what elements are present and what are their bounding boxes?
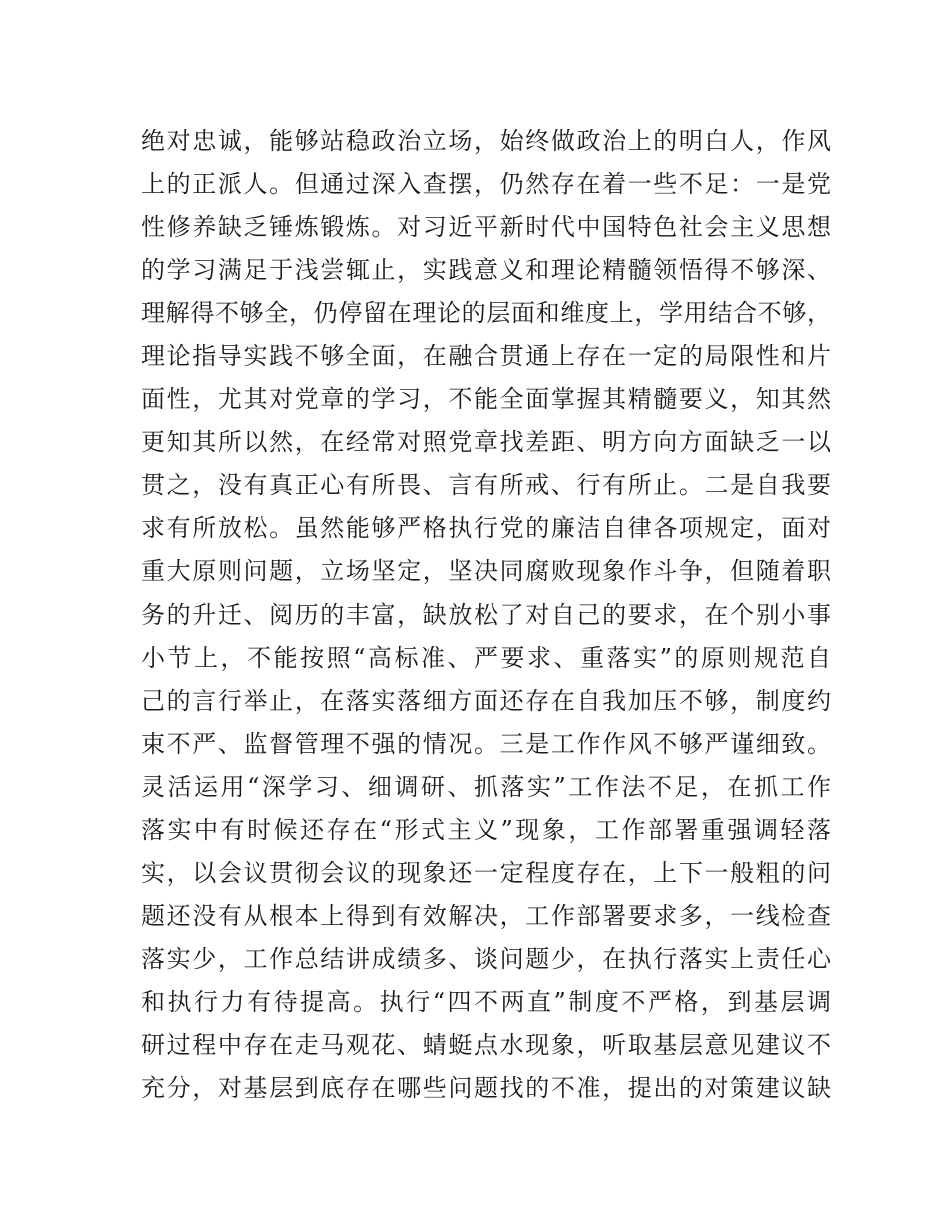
text-line: 灵活运用“深学习、细调研、抓落实”工作法不足，在抓工作	[141, 772, 831, 801]
text-line: 更知其所以然，在经常对照党章找差距、明方向方面缺乏一以	[141, 428, 831, 457]
text-line: 小节上，不能按照“高标准、严要求、重落实”的原则规范自	[141, 643, 831, 672]
text-line: 务的升迁、阅历的丰富，缺放松了对自己的要求，在个别小事	[141, 600, 831, 629]
text-line: 求有所放松。虽然能够严格执行党的廉洁自律各项规定，面对	[141, 514, 831, 543]
text-line: 贯之，没有真正心有所畏、言有所戒、行有所止。二是自我要	[141, 471, 831, 500]
text-line: 面性，尤其对党章的学习，不能全面掌握其精髓要义，知其然	[141, 385, 831, 414]
text-line: 的学习满足于浅尝辄止，实践意义和理论精髓领悟得不够深、	[141, 256, 831, 285]
text-line: 绝对忠诚，能够站稳政治立场，始终做政治上的明白人，作风	[141, 127, 831, 155]
text-line: 和执行力有待提高。执行“四不两直”制度不严格，到基层调	[141, 987, 831, 1016]
text-line: 实，以会议贯彻会议的现象还一定程度存在，上下一般粗的问	[141, 858, 831, 887]
text-line: 研过程中存在走马观花、蜻蜓点水现象，听取基层意见建议不	[141, 1030, 831, 1059]
text-line: 重大原则问题，立场坚定，坚决同腐败现象作斗争，但随着职	[141, 557, 831, 586]
text-line: 性修养缺乏锤炼锻炼。对习近平新时代中国特色社会主义思想	[141, 213, 831, 242]
text-line: 上的正派人。但通过深入查摆，仍然存在着一些不足：一是党	[141, 170, 831, 199]
text-line: 充分，对基层到底存在哪些问题找的不准，提出的对策建议缺	[141, 1074, 831, 1103]
text-line: 落实少，工作总结讲成绩多、谈问题少，在执行落实上责任心	[141, 944, 831, 973]
text-line: 己的言行举止，在落实落细方面还存在自我加压不够，制度约	[141, 686, 831, 715]
text-line: 落实中有时候还存在“形式主义”现象，工作部署重强调轻落	[141, 815, 831, 844]
text-line: 理解得不够全，仍停留在理论的层面和维度上，学用结合不够，	[141, 299, 831, 328]
text-line: 题还没有从根本上得到有效解决，工作部署要求多，一线检查	[141, 901, 831, 930]
text-line: 理论指导实践不够全面，在融合贯通上存在一定的局限性和片	[141, 342, 831, 371]
text-line: 束不严、监督管理不强的情况。三是工作作风不够严谨细致。	[141, 729, 831, 758]
body-text	[141, 120, 831, 1110]
